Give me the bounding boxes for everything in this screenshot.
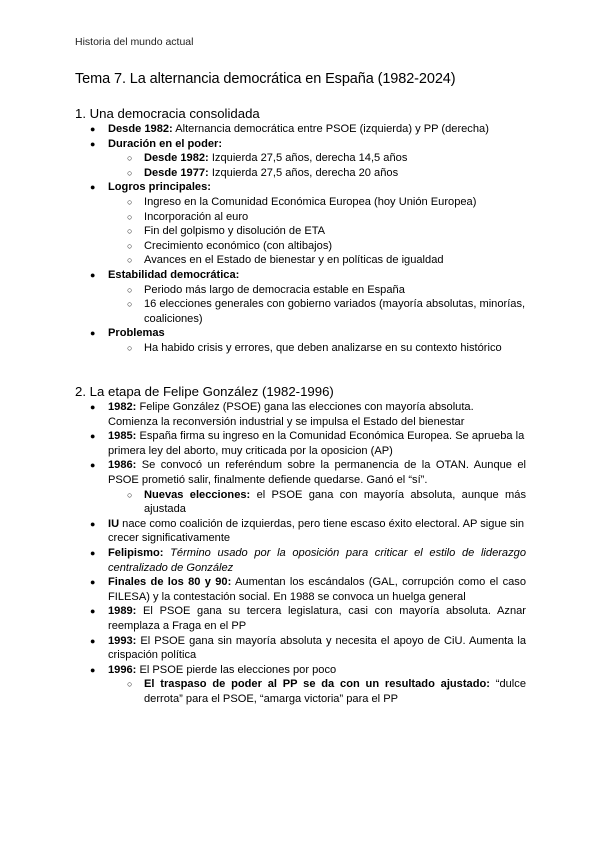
sub-item-text: Periodo más largo de democracia estable en España <box>144 283 405 296</box>
list-item <box>0 458 600 487</box>
list-item <box>0 429 600 458</box>
bullet-icon: ● <box>90 635 96 646</box>
bullet-icon: ● <box>90 460 96 471</box>
sub-list-item <box>0 239 600 254</box>
sub-item-text: Ingreso en la Comunidad Económica Europea (hoy Unión Europea) <box>144 195 477 208</box>
item-bold: Logros principales: <box>108 181 211 194</box>
bullet-icon: ● <box>90 431 96 442</box>
circle-bullet-icon: ○ <box>127 167 133 178</box>
bullet-icon: ● <box>90 328 96 339</box>
sub-item-text: Ha habido crisis y errores, que deben analizarse en su contexto histórico <box>144 341 502 354</box>
circle-bullet-icon: ○ <box>127 211 133 222</box>
circle-bullet-icon: ○ <box>127 196 133 207</box>
item-bold: 1985: <box>108 430 137 443</box>
section-heading-1: 1. Una democracia consolidada <box>75 106 260 121</box>
item-text: nace como coalición de izquierdas, pero tiene escaso éxito electoral. AP sigue sin crecer significativamente <box>108 517 525 545</box>
list-item <box>0 634 600 663</box>
circle-bullet-icon: ○ <box>127 489 133 500</box>
bullet-icon: ● <box>90 606 96 617</box>
list-item <box>0 137 600 152</box>
item-text: Término usado por la oposición para criticar el estilo de liderazgo centralizado de González <box>108 546 526 574</box>
circle-bullet-icon: ○ <box>127 240 133 251</box>
sub-item-text: el PSOE gana con mayoría absoluta, aunque más ajustada <box>144 488 526 516</box>
bullet-icon: ● <box>90 269 96 280</box>
sub-item-text: Avances en el Estado de bienestar y en políticas de igualdad <box>144 254 444 267</box>
sub-item-bold: Nuevas elecciones: <box>144 488 251 501</box>
sub-list-item <box>0 488 600 517</box>
sub-item-text: 16 elecciones generales con gobierno variados (mayoría absolutas, minorías, coaliciones) <box>144 298 526 325</box>
item-text: España firma su ingreso en la Comunidad Económica Europea. Se aprueba la primera ley del aborto, muy criticada por la oposicion (AP) <box>108 430 525 457</box>
bullet-icon: ● <box>90 664 96 675</box>
item-bold: 1986: <box>108 459 137 472</box>
sub-item-text: Izquierda 27,5 años, derecha 20 años <box>208 166 399 179</box>
bullet-icon: ● <box>90 138 96 149</box>
item-text: El PSOE gana su tercera legislatura, casi con mayoría absoluta. Aznar reemplaza a Fraga en el PP <box>108 605 526 632</box>
item-bold: 1982: <box>108 401 137 413</box>
sub-item-text: Incorporación al euro <box>144 210 249 223</box>
page-title: Tema 7. La alternancia democrática en España (1982-2024) <box>75 71 456 87</box>
sub-item-text: Fin del golpismo y disolución de ETA <box>144 225 326 238</box>
item-bold: Felipismo: <box>108 546 164 559</box>
bullet-icon: ● <box>90 402 96 412</box>
list-item <box>0 180 600 195</box>
item-bold: IU <box>108 517 120 530</box>
circle-bullet-icon: ○ <box>127 679 133 690</box>
section-heading-2: 2. La etapa de Felipe González (1982-1996) <box>75 384 334 399</box>
sub-item-text: Crecimiento económico (con altibajos) <box>144 239 333 252</box>
item-text: El PSOE pierde las elecciones por poco <box>136 663 337 676</box>
item-text: Aumentan los escándalos (GAL, corrupción como el caso FILESA) y la contestación social. En 1988 se convoca un huelga general <box>108 576 527 603</box>
circle-bullet-icon: ○ <box>127 342 133 353</box>
sub-item-text: Izquierda 27,5 años, derecha 14,5 años <box>208 152 408 165</box>
list-item <box>0 268 600 283</box>
circle-bullet-icon: ○ <box>127 284 133 295</box>
item-text: El PSOE gana sin mayoría absoluta y necesita el apoyo de CiU. Aumenta la crispación política <box>108 634 526 662</box>
bullet-icon: ● <box>90 182 96 193</box>
list-item <box>0 663 600 678</box>
item-text: Alternancia democrática entre PSOE (izquierda) y PP (derecha) <box>172 123 489 135</box>
page-header: Historia del mundo actual <box>75 36 194 48</box>
item-bold: Problemas <box>108 327 165 340</box>
sub-item-text: “dulce derrota” para el PSOE, “amarga victoria” para el PP <box>144 678 526 705</box>
list-item <box>0 575 600 604</box>
bullet-icon: ● <box>90 124 96 134</box>
sub-list-item <box>0 341 600 356</box>
circle-bullet-icon: ○ <box>127 299 133 310</box>
list-item <box>0 122 600 137</box>
bullet-icon: ● <box>90 547 96 558</box>
item-text: Felipe González (PSOE) gana las elecciones con mayoría absoluta. Comienza la reconversión industrial y se impulsa el Estado del bienestar <box>108 401 474 428</box>
sub-list-item <box>0 210 600 225</box>
list-item <box>0 517 600 546</box>
item-bold: Finales de los 80 y 90: <box>108 576 232 589</box>
circle-bullet-icon: ○ <box>127 226 133 237</box>
item-bold: 1996: <box>108 663 137 676</box>
section-2-list <box>0 400 600 706</box>
item-bold: 1993: <box>108 634 137 647</box>
bullet-icon: ● <box>90 577 96 588</box>
item-text: Se convocó un referéndum sobre la permanencia de la OTAN. Aunque el PSOE prometió salir, finalmente defiende quedarse. Ganó el “sí”. <box>108 459 526 486</box>
list-item <box>0 546 600 575</box>
item-bold: Desde 1982: <box>108 123 173 135</box>
sub-list-item <box>0 297 600 326</box>
list-item <box>0 400 600 429</box>
item-bold: Duración en el poder: <box>108 137 223 150</box>
sub-list-item <box>0 283 600 298</box>
sub-list-item <box>0 224 600 239</box>
circle-bullet-icon: ○ <box>127 255 133 266</box>
bullet-icon: ● <box>90 518 96 529</box>
sub-list-item <box>0 677 600 706</box>
list-item <box>0 604 600 633</box>
section-1-list <box>0 122 600 356</box>
sub-item-bold: Desde 1977: <box>144 166 209 179</box>
item-bold: 1989: <box>108 605 137 618</box>
sub-list-item <box>0 166 600 181</box>
sub-list-item <box>0 195 600 210</box>
sub-list-item <box>0 253 600 268</box>
sub-item-bold: El traspaso de poder al PP se da con un resultado ajustado: <box>144 678 490 691</box>
sub-item-bold: Desde 1982: <box>144 152 209 165</box>
circle-bullet-icon: ○ <box>127 153 133 164</box>
sub-list-item <box>0 151 600 166</box>
list-item <box>0 326 600 341</box>
item-bold: Estabilidad democrática: <box>108 268 240 281</box>
